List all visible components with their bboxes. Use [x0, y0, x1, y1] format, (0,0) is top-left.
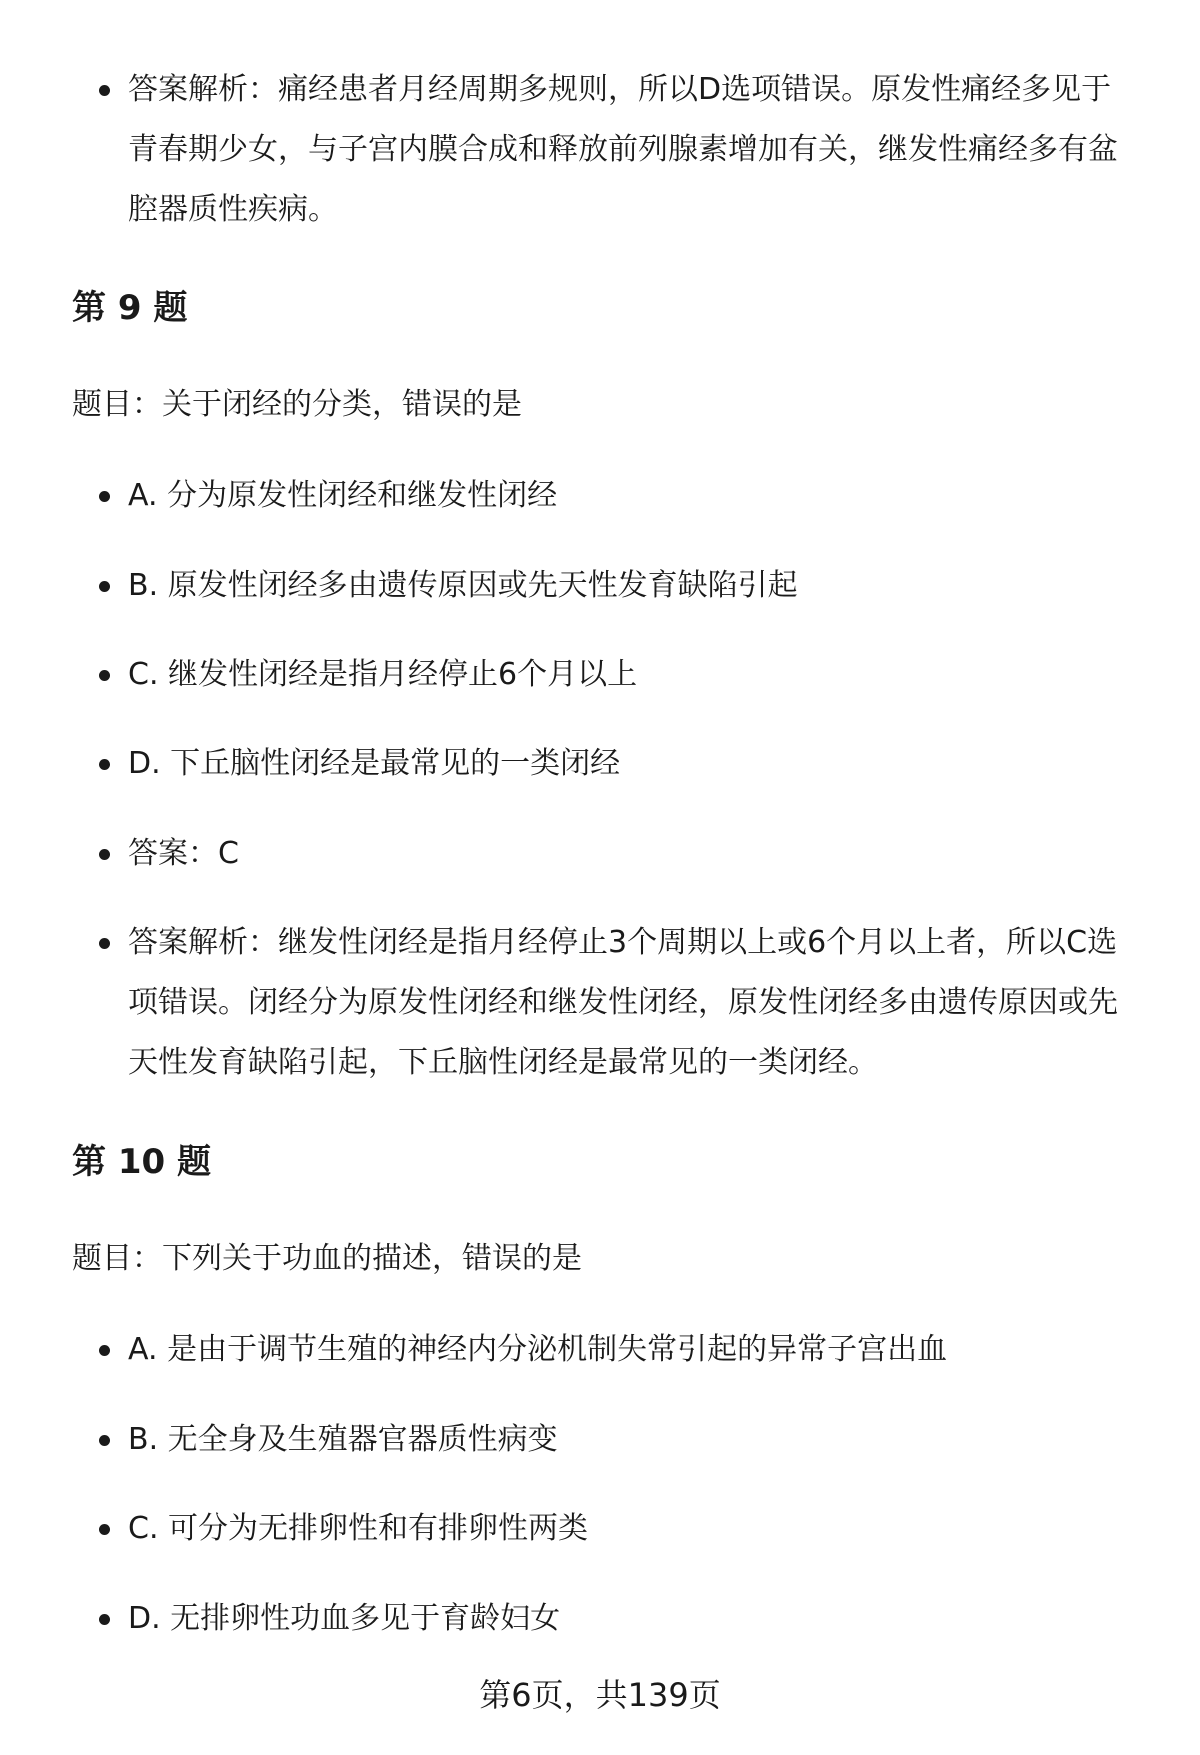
q10-question: 题目：下列关于功血的描述，错误的是: [72, 1241, 582, 1276]
q10-option-b: [128, 1410, 1138, 1470]
q10-heading: 第 10 题: [72, 1142, 211, 1182]
bullet-dot: [99, 1345, 110, 1356]
bullet-dot: [99, 759, 110, 770]
bullet-dot: [99, 1524, 110, 1535]
q9-heading: 第 9 题: [72, 288, 188, 328]
q9-option-c-text: C. 继发性闭经是指月经停止6个月以上: [128, 657, 638, 692]
q10-option-a: [128, 1320, 1138, 1380]
bullet-dot: [99, 938, 110, 949]
bullet-dot: [99, 581, 110, 592]
bullet-dot: [99, 1614, 110, 1625]
q9-option-c: [128, 645, 1138, 705]
bullet-dot: [99, 849, 110, 860]
q10-option-c: [128, 1499, 1138, 1559]
q9-option-a-text: A. 分为原发性闭经和继发性闭经: [128, 478, 558, 513]
q9-analysis-item: [128, 913, 1138, 1093]
q9-option-a: [128, 466, 1138, 526]
q8-analysis-text: 答案解析：痛经患者月经周期多规则，所以D选项错误。原发性痛经多见于青春期少女，与子宫内膜合成和释放前列腺素增加有关，继发性痛经多有盆腔器质性疾病。: [128, 72, 1118, 227]
q10-option-b-text: B. 无全身及生殖器官器质性病变: [128, 1422, 558, 1457]
bullet-dot: [99, 1435, 110, 1446]
bullet-dot: [99, 491, 110, 502]
q8-analysis-item: [128, 60, 1138, 240]
q9-answer-text: 答案：C: [128, 836, 239, 871]
q9-answer: [128, 824, 1138, 884]
q9-option-d: [128, 734, 1138, 794]
q9-option-b: [128, 556, 1138, 616]
q10-option-d: [128, 1589, 1138, 1649]
page-number-footer: 第6页，共139页: [479, 1676, 721, 1714]
q9-analysis-text: 答案解析：继发性闭经是指月经停止3个周期以上或6个月以上者，所以C选项错误。闭经分为原发性闭经和继发性闭经，原发性闭经多由遗传原因或先天性发育缺陷引起，下丘脑性闭经是最常见的一类闭经。: [128, 925, 1118, 1080]
q9-option-d-text: D. 下丘脑性闭经是最常见的一类闭经: [128, 746, 621, 781]
q9-question: 题目：关于闭经的分类，错误的是: [72, 387, 522, 422]
bullet-dot: [99, 85, 110, 96]
q9-option-b-text: B. 原发性闭经多由遗传原因或先天性发育缺陷引起: [128, 568, 798, 603]
bullet-dot: [99, 670, 110, 681]
q10-option-a-text: A. 是由于调节生殖的神经内分泌机制失常引起的异常子宫出血: [128, 1332, 948, 1367]
q10-option-c-text: C. 可分为无排卵性和有排卵性两类: [128, 1511, 589, 1546]
q10-option-d-text: D. 无排卵性功血多见于育龄妇女: [128, 1601, 561, 1636]
